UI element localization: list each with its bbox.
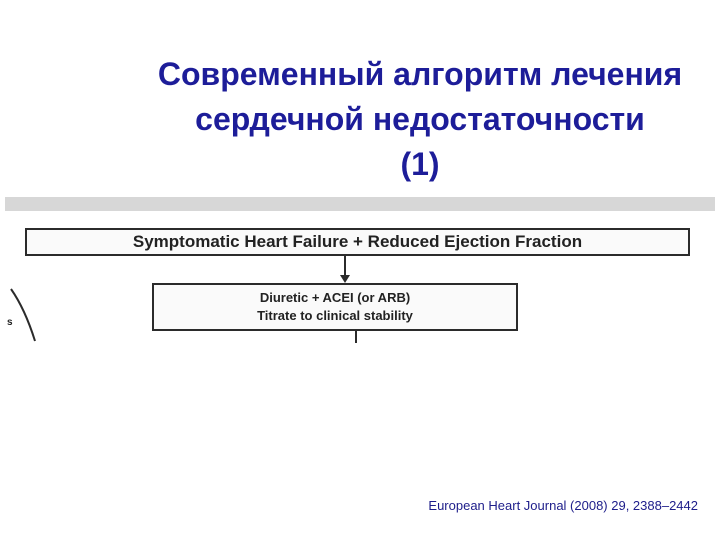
flow-line-down [355, 331, 357, 343]
flow-arrow-shaft [344, 256, 346, 277]
step-line-1: Diuretic + ACEI (or ARB) [259, 290, 411, 305]
flow-arrow-head [340, 275, 350, 283]
title-line-2: сердечной недостаточности [195, 101, 645, 137]
slide-title [100, 52, 720, 187]
edge-label-fragment: s [7, 317, 13, 328]
symptomatic-hf-box: Symptomatic Heart Failure + Reduced Ejection Fraction [25, 228, 690, 256]
cropped-curve-fragment [5, 287, 45, 343]
title-line-1: Современный алгоритм лечения [157, 56, 683, 92]
citation: European Heart Journal (2008) 29, 2388–2442 [428, 498, 698, 513]
title-line-3: (1) [400, 146, 440, 182]
diuretic-acei-box [152, 283, 518, 331]
algorithm-figure [5, 197, 715, 343]
step-line-2: Titrate to clinical stability [257, 308, 413, 323]
